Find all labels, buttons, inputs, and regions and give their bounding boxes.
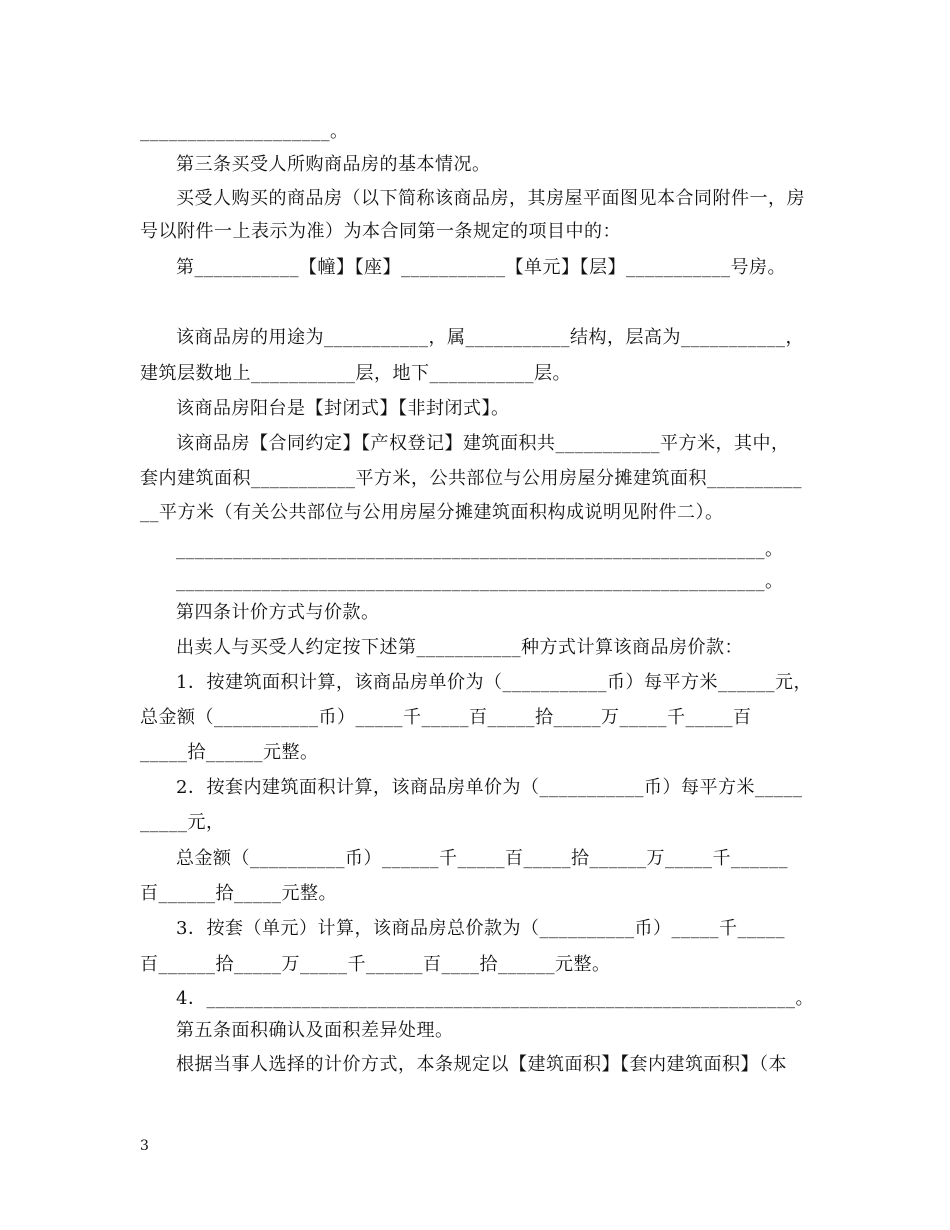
- text-line: 号以附件一上表示为准）为本合同第一条规定的项目中的：: [140, 221, 621, 242]
- text-line: 总金额（___________币）_____千_____百_____拾_____万_____千_____百: [140, 707, 752, 728]
- text-line: 第___________【幢】【座】___________【单元】【层】___________号房。: [176, 257, 786, 278]
- text-line: 3．按套（单元）计算，该商品房总价款为（__________币）_____千_____: [176, 918, 785, 939]
- text-line: 百______拾_____元整。: [140, 883, 337, 904]
- text-line: 该商品房阳台是【封闭式】【非封闭式】。: [176, 398, 510, 419]
- text-line: 1．按建筑面积计算，该商品房单价为（___________币）每平方米______元，: [176, 672, 812, 693]
- article-heading: 第四条计价方式与价款。: [176, 602, 380, 623]
- text-line: 建筑层数地上___________层，地下___________层。: [140, 363, 571, 384]
- text-line: 2．按套内建筑面积计算，该商品房单价为（___________币）每平方米_____: [176, 777, 803, 798]
- article-heading: 第五条面积确认及面积差异处理。: [176, 1020, 454, 1041]
- text-line: 该商品房【合同约定】【产权登记】建筑面积共___________平方米，其中，: [176, 433, 790, 454]
- text-line: 该商品房的用途为___________，属___________结构，层高为___________，: [176, 327, 804, 348]
- text-line: ____________________。: [140, 121, 349, 142]
- text-line: 套内建筑面积___________平方米，公共部位与公用房屋分摊建筑面积__________: [140, 468, 802, 489]
- blank-line: ______________________________________________________________。: [176, 571, 784, 592]
- text-line: _____元，: [140, 812, 225, 833]
- text-line: 总金额（__________币）______千_____百_____拾______万_____千______: [176, 848, 788, 869]
- text-line: _____拾______元整。: [140, 742, 319, 763]
- text-line: 百______拾_____万_____千______百____拾______元整。: [140, 954, 611, 975]
- text-line: 4．______________________________________________________________。: [176, 988, 814, 1009]
- page-number: 3: [140, 1138, 149, 1154]
- text-line: 根据当事人选择的计价方式，本条规定以【建筑面积】【套内建筑面积】（本: [176, 1054, 787, 1075]
- article-heading: 第三条买受人所购商品房的基本情况。: [176, 154, 491, 175]
- text-line: 买受人购买的商品房（以下简称该商品房，其房屋平面图见本合同附件一，房: [176, 188, 805, 209]
- text-line: __平方米（有关公共部位与公用房屋分摊建筑面积构成说明见附件二）。: [140, 502, 724, 523]
- text-line: 出卖人与买受人约定按下述第___________种方式计算该商品房价款：: [176, 637, 743, 658]
- blank-line: ______________________________________________________________。: [176, 539, 784, 560]
